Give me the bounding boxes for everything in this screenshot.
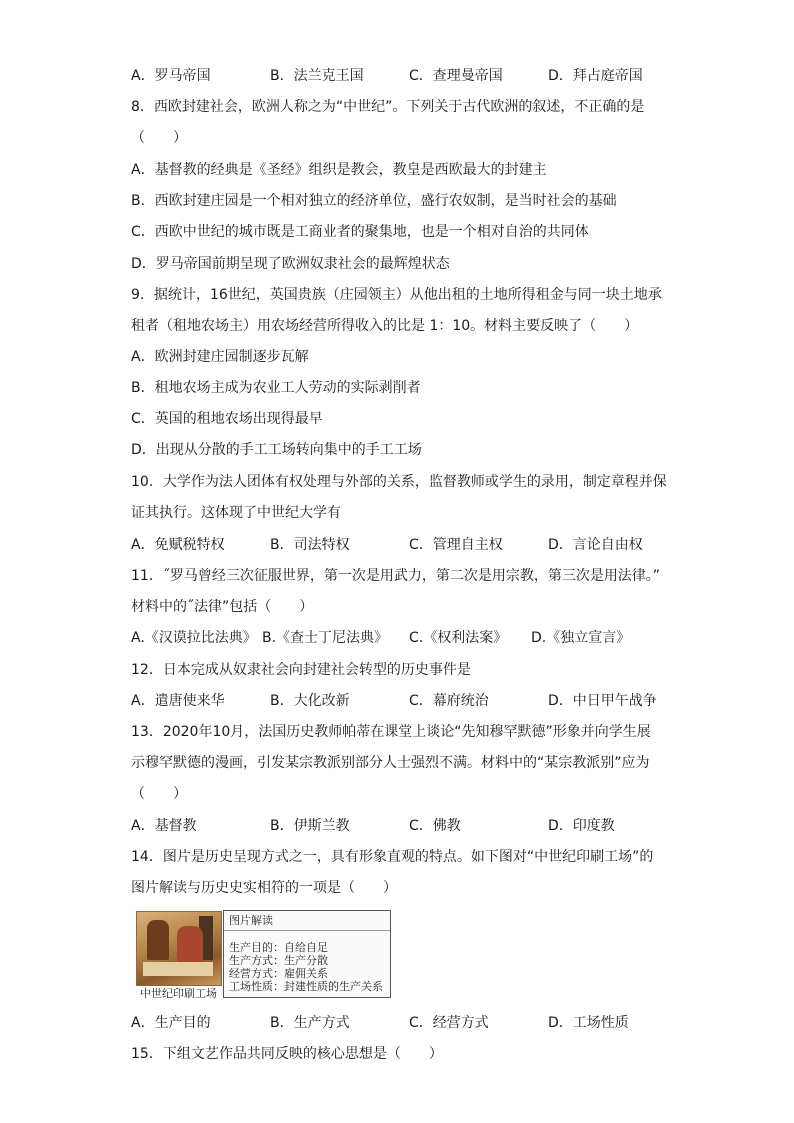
q7-option-b: B．法兰克王国 <box>270 68 364 84</box>
printing-workshop-figure <box>130 910 392 1000</box>
q11-option-b: B.《查士丁尼法典》 <box>262 630 389 646</box>
q9-stem-line2: 租者（租地农场主）用农场经营所得收入的比是 1：10。材料主要反映了（ ） <box>131 318 639 334</box>
q9-stem-line1: 9．据统计，16世纪，英国贵族（庄园领主）从他出租的土地所得租金与同一块土地承 <box>131 287 662 303</box>
q10-stem-line1: 10．大学作为法人团体有权处理与外部的关系，监督教师或学生的录用，制定章程并保 <box>131 474 667 490</box>
q9-option-c: C．英国的租地农场出现得最早 <box>131 411 323 427</box>
figure-box-title: 图片解读 <box>229 914 273 927</box>
figure-row-mode: 生产方式：生产分散 <box>229 954 328 967</box>
q8-blank: （ ） <box>131 130 187 146</box>
figure-box-divider <box>224 930 390 931</box>
q7-option-d: D．拜占庭帝国 <box>548 68 643 84</box>
q10-option-d: D．言论自由权 <box>548 537 643 553</box>
q10-option-a: A．免赋税特权 <box>131 537 225 553</box>
figure-row-nature: 工场性质：封建性质的生产关系 <box>229 980 383 993</box>
q8-option-a: A．基督教的经典是《圣经》组织是教会，教皇是西欧最大的封建主 <box>131 162 547 178</box>
q13-option-d: D．印度教 <box>548 818 615 834</box>
q10-option-c: C．管理自主权 <box>409 537 503 553</box>
q13-stem-line1: 13．2020年10月，法国历史教师帕蒂在课堂上谈论“先知穆罕默德”形象并向学生展 <box>131 724 651 740</box>
q14-option-a: A．生产目的 <box>131 1015 211 1031</box>
q7-option-a: A．罗马帝国 <box>131 68 211 84</box>
q14-option-d: D．工场性质 <box>548 1015 629 1031</box>
q11-stem-line2: 材料中的˝法律”包括（ ） <box>131 599 314 615</box>
q11-option-a: A.《汉谟拉比法典》 <box>131 630 257 646</box>
q12-option-b: B．大化改新 <box>270 693 350 709</box>
q14-option-c: C．经营方式 <box>409 1015 489 1031</box>
q14-option-b: B．生产方式 <box>270 1015 350 1031</box>
figure-row-purpose: 生产目的：自给自足 <box>229 941 328 954</box>
q13-blank: （ ） <box>131 786 187 802</box>
q8-option-d: D．罗马帝国前期呈现了欧洲奴隶社会的最辉煌状态 <box>131 256 450 272</box>
q12-option-d: D．中日甲午战争 <box>548 693 657 709</box>
q8-option-b: B．西欧封建庄园是一个相对独立的经济单位，盛行农奴制，是当时社会的基础 <box>131 193 617 209</box>
q11-option-c: C.《权利法案》 <box>409 630 508 646</box>
printing-workshop-image <box>136 911 222 986</box>
q13-stem-line2: 示穆罕默德的漫画，引发某宗教派别部分人士强烈不满。材料中的“某宗教派别”应为 <box>131 755 650 771</box>
q10-stem-line2: 证其执行。这体现了中世纪大学有 <box>131 505 341 521</box>
q8-stem: 8．西欧封建社会，欧洲人称之为“中世纪”。下列关于古代欧洲的叙述，不正确的是 <box>131 99 645 115</box>
q14-stem-line1: 14．图片是历史呈现方式之一，具有形象直观的特点。如下图对“中世纪印刷工场”的 <box>131 849 654 865</box>
q12-option-a: A．遣唐使来华 <box>131 693 225 709</box>
q12-option-c: C．幕府统治 <box>409 693 489 709</box>
q11-stem-line1: 11．˝罗马曾经三次征服世界，第一次是用武力，第二次是用宗教，第三次是用法律。” <box>131 568 661 584</box>
q13-option-a: A．基督教 <box>131 818 197 834</box>
q11-option-d: D.《独立宣言》 <box>531 630 631 646</box>
q8-option-c: C．西欧中世纪的城市既是工商业者的聚集地，也是一个相对自治的共同体 <box>131 224 589 240</box>
q9-option-b: B．租地农场主成为农业工人劳动的实际剥削者 <box>131 380 421 396</box>
q15-stem: 15．下组文艺作品共同反映的核心思想是（ ） <box>131 1046 443 1062</box>
figure-caption: 中世纪印刷工场 <box>140 987 217 1000</box>
q9-option-a: A．欧洲封建庄园制逐步瓦解 <box>131 349 309 365</box>
q13-option-c: C．佛教 <box>409 818 461 834</box>
q12-stem: 12．日本完成从奴隶社会向封建社会转型的历史事件是 <box>131 662 471 678</box>
q9-option-d: D．出现从分散的手工工场转向集中的手工工场 <box>131 442 422 458</box>
q7-option-c: C．查理曼帝国 <box>409 68 503 84</box>
q13-option-b: B．伊斯兰教 <box>270 818 350 834</box>
figure-interpretation-box <box>223 910 391 998</box>
q14-stem-line2: 图片解读与历史史实相符的一项是（ ） <box>131 880 397 896</box>
figure-row-management: 经营方式：雇佣关系 <box>229 967 328 980</box>
q10-option-b: B．司法特权 <box>270 537 350 553</box>
